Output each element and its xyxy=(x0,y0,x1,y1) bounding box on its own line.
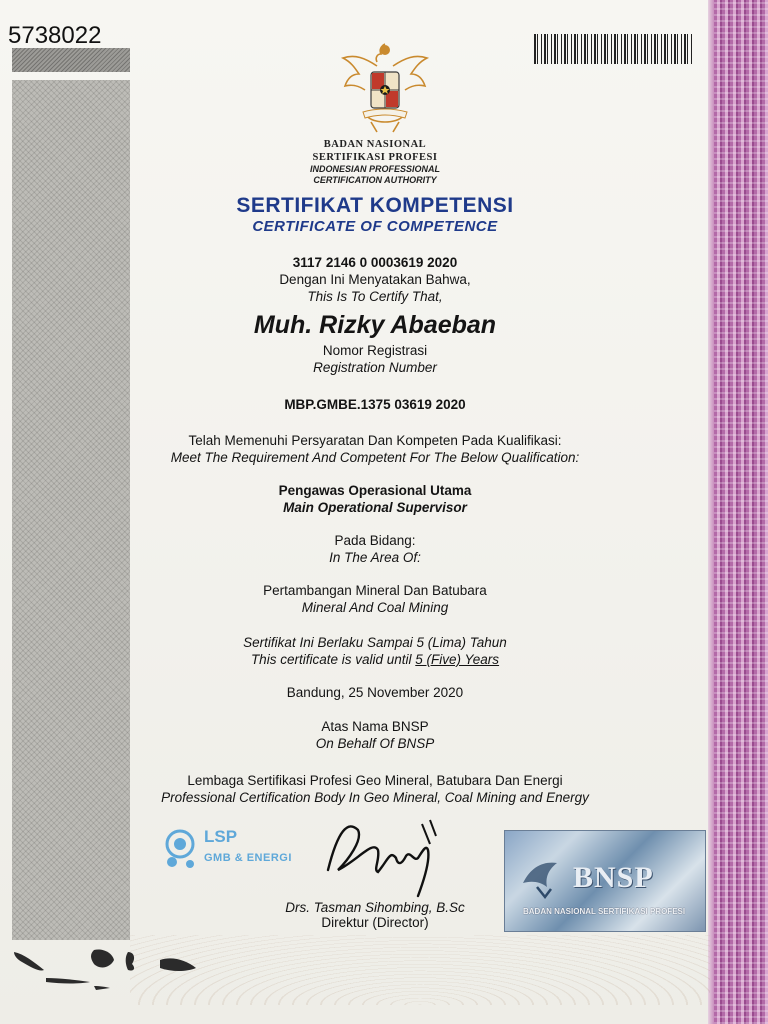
left-security-strip xyxy=(12,80,130,940)
requirement-en: Meet The Requirement And Competent For The Below Qualification: xyxy=(170,450,580,465)
agency-name-en-line1: INDONESIAN PROFESSIONAL xyxy=(309,164,440,174)
validity-id: Sertifikat Ini Berlaku Sampai 5 (Lima) Tahun xyxy=(243,635,507,650)
agency-name-id-line2: SERTIFIKASI PROFESI xyxy=(312,152,438,163)
declaration-id: Dengan Ini Menyatakan Bahwa, xyxy=(279,272,471,287)
signature-icon xyxy=(318,800,448,900)
lsp-logo-icon xyxy=(164,820,334,880)
bottom-guilloche-pattern xyxy=(130,935,710,1005)
barcode-icon xyxy=(534,34,694,64)
left-security-strip-top xyxy=(12,48,130,72)
declaration-en: This Is To Certify That, xyxy=(307,289,443,304)
serial-number: 5738022 xyxy=(8,22,102,49)
agency-name-en-line2: CERTIFICATION AUTHORITY xyxy=(313,175,437,185)
indonesia-map-icon xyxy=(10,940,200,1000)
bnsp-hologram-icon xyxy=(504,830,706,932)
certificate-title-id: SERTIFIKAT KOMPETENSI xyxy=(236,194,514,217)
bnsp-logo-text: BNSP xyxy=(573,861,654,894)
qualification-id: Pengawas Operasional Utama xyxy=(278,483,472,498)
area-en: Mineral And Coal Mining xyxy=(301,600,449,615)
requirement-id: Telah Memenuhi Persyaratan Dan Kompeten Pada Kualifikasi: xyxy=(188,433,562,448)
area-label-en: In The Area Of: xyxy=(329,550,421,565)
signatory-title: Direktur (Director) xyxy=(321,915,429,930)
registration-label-en: Registration Number xyxy=(313,360,437,375)
certificate-title-en: CERTIFICATE OF COMPETENCE xyxy=(252,218,498,235)
holder-name: Muh. Rizky Abaeban xyxy=(253,311,497,339)
certificate-number: 3117 2146 0 0003619 2020 xyxy=(292,255,458,270)
area-id: Pertambangan Mineral Dan Batubara xyxy=(263,583,487,598)
behalf-id: Atas Nama BNSP xyxy=(321,719,429,734)
lsp-logo-subtext: GMB & ENERGI xyxy=(204,852,292,864)
lsp-logo-text: LSP xyxy=(204,827,238,846)
garuda-emblem-icon xyxy=(337,36,433,136)
registration-number: MBP.GMBE.1375 03619 2020 xyxy=(284,397,466,412)
qualification-en: Main Operational Supervisor xyxy=(283,500,467,515)
area-label-id: Pada Bidang: xyxy=(334,533,416,548)
behalf-en: On Behalf Of BNSP xyxy=(315,736,435,751)
registration-label-id: Nomor Registrasi xyxy=(322,343,428,358)
validity-en xyxy=(130,651,620,668)
right-security-border xyxy=(714,0,768,1024)
validity-en-value: 5 (Five) Years xyxy=(415,652,500,667)
validity-en-prefix: This certificate is valid until xyxy=(250,652,412,667)
bnsp-bird-icon xyxy=(517,847,571,901)
signatory-name: Drs. Tasman Sihombing, B.Sc xyxy=(285,900,465,915)
agency-name-id-line1: BADAN NASIONAL xyxy=(323,139,427,150)
bnsp-seal-text: BADAN NASIONAL SERTIFIKASI PROFESI xyxy=(523,907,686,916)
certification-body-id: Lembaga Sertifikasi Profesi Geo Mineral, Batubara Dan Energi xyxy=(187,773,563,788)
certification-body-en: Professional Certification Body In Geo Mineral, Coal Mining and Energy xyxy=(161,790,589,805)
place-date: Bandung, 25 November 2020 xyxy=(286,685,464,700)
